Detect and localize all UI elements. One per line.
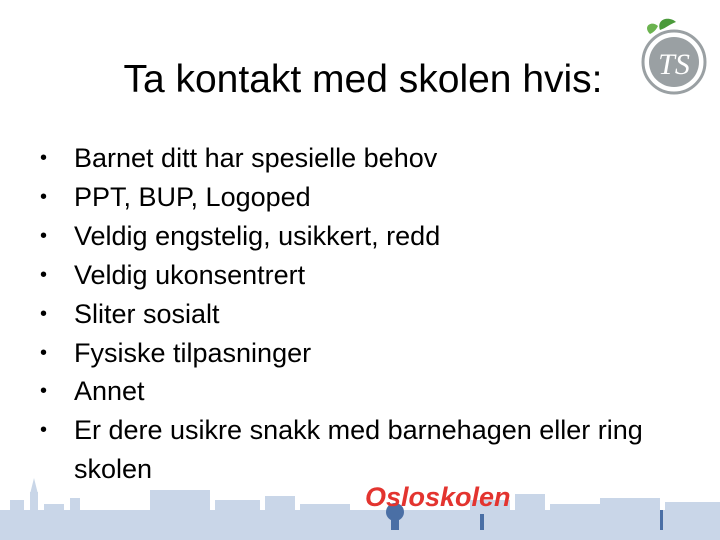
- list-item-text: Sliter sosialt: [74, 298, 220, 329]
- list-item-text: PPT, BUP, Logoped: [74, 181, 311, 212]
- bullet-icon: •: [40, 380, 48, 403]
- bullet-icon: •: [40, 147, 48, 169]
- osloskolen-brand: Osloskolen: [365, 482, 511, 512]
- list-item-text: Barnet ditt har spesielle behov: [74, 143, 438, 173]
- list-item: [40, 411, 720, 489]
- list-item: [40, 178, 720, 217]
- list-item-text: Veldig ukonsentrert: [74, 259, 306, 290]
- bullet-icon: •: [40, 302, 48, 325]
- emblem-initials: TS: [658, 48, 690, 81]
- list-item: [40, 139, 720, 178]
- bullet-icon: •: [40, 419, 48, 442]
- list-item: [40, 334, 720, 373]
- list-item-text: Veldig engstelig, usikkert, redd: [74, 220, 441, 251]
- bullet-icon: •: [40, 341, 48, 364]
- slide-title: Ta kontakt med skolen hvis:: [123, 58, 603, 101]
- list-item: [40, 295, 720, 334]
- list-item: [40, 217, 720, 256]
- bullet-icon: •: [40, 224, 48, 247]
- list-item-text: Fysiske tilpasninger: [74, 337, 312, 368]
- bullet-icon: •: [40, 263, 48, 286]
- list-item: [40, 256, 720, 295]
- list-item: [40, 372, 720, 411]
- list-item-text: Er dere usikre snakk med barnehagen eller ring skolen: [74, 415, 643, 485]
- list-item-text: Annet: [74, 376, 145, 407]
- bullet-icon: •: [40, 185, 48, 208]
- bullet-list: [40, 139, 720, 489]
